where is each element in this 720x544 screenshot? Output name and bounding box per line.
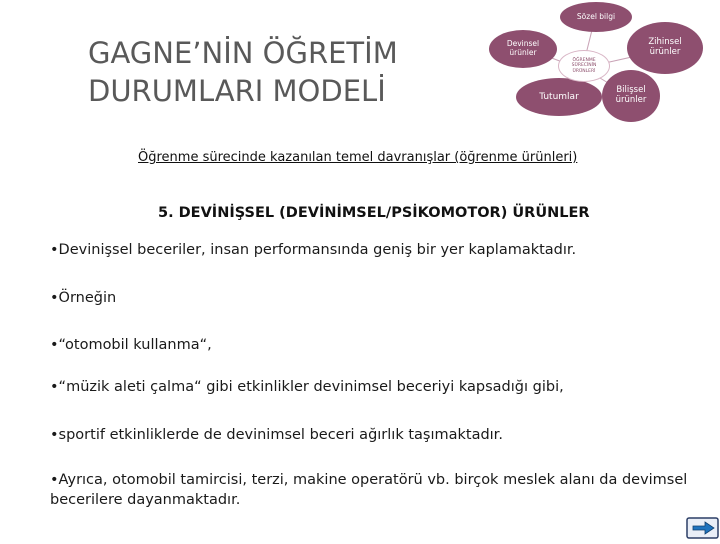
slide-title-line-1: GAGNE’NİN ÖĞRETİM bbox=[88, 36, 398, 70]
bullet-item: •Örneğin bbox=[50, 290, 117, 306]
next-arrow-icon bbox=[686, 516, 720, 540]
node-cognitive-strategies: Bilişsel ürünler bbox=[602, 70, 660, 122]
slide-title-line-2: DURUMLARI MODELİ bbox=[88, 74, 386, 108]
slide-title bbox=[88, 34, 468, 110]
node-motor-skills: Devinsel ürünler bbox=[489, 30, 557, 68]
node-verbal-info: Sözel bilgi bbox=[560, 2, 632, 32]
bullet-item: •Devinişsel beceriler, insan performansında geniş bir yer kaplamaktadır. bbox=[50, 242, 577, 258]
bullet-item: •“müzik aleti çalma“ gibi etkinlikler devinimsel beceriyi kapsadığı gibi, bbox=[50, 379, 564, 395]
section-heading: 5. DEVİNİŞSEL (DEVİNİMSEL/PSİKOMOTOR) ÜRÜNLER bbox=[158, 205, 590, 221]
bullet-item: •Ayrıca, otomobil tamircisi, terzi, makine operatörü vb. birçok meslek alanı da devimsel becerilere dayanmaktadır. bbox=[50, 472, 688, 508]
node-attitudes: Tutumlar bbox=[516, 78, 602, 116]
slide-subtitle: Öğrenme sürecinde kazanılan temel davranışlar (öğrenme ürünleri) bbox=[138, 150, 578, 165]
node-intellectual-skills: Zihinsel ürünler bbox=[627, 22, 703, 74]
bullet-item: •“otomobil kullanma“, bbox=[50, 337, 212, 353]
next-slide-button[interactable] bbox=[686, 516, 720, 540]
bullet-item: •sportif etkinliklerde de devinimsel beceri ağırlık taşımaktadır. bbox=[50, 427, 503, 443]
learning-outcomes-diagram bbox=[480, 0, 720, 130]
node-learning-outcomes-hub: ÖĞRENME SÜRECİNİN ÜRÜNLERİ bbox=[558, 50, 610, 82]
